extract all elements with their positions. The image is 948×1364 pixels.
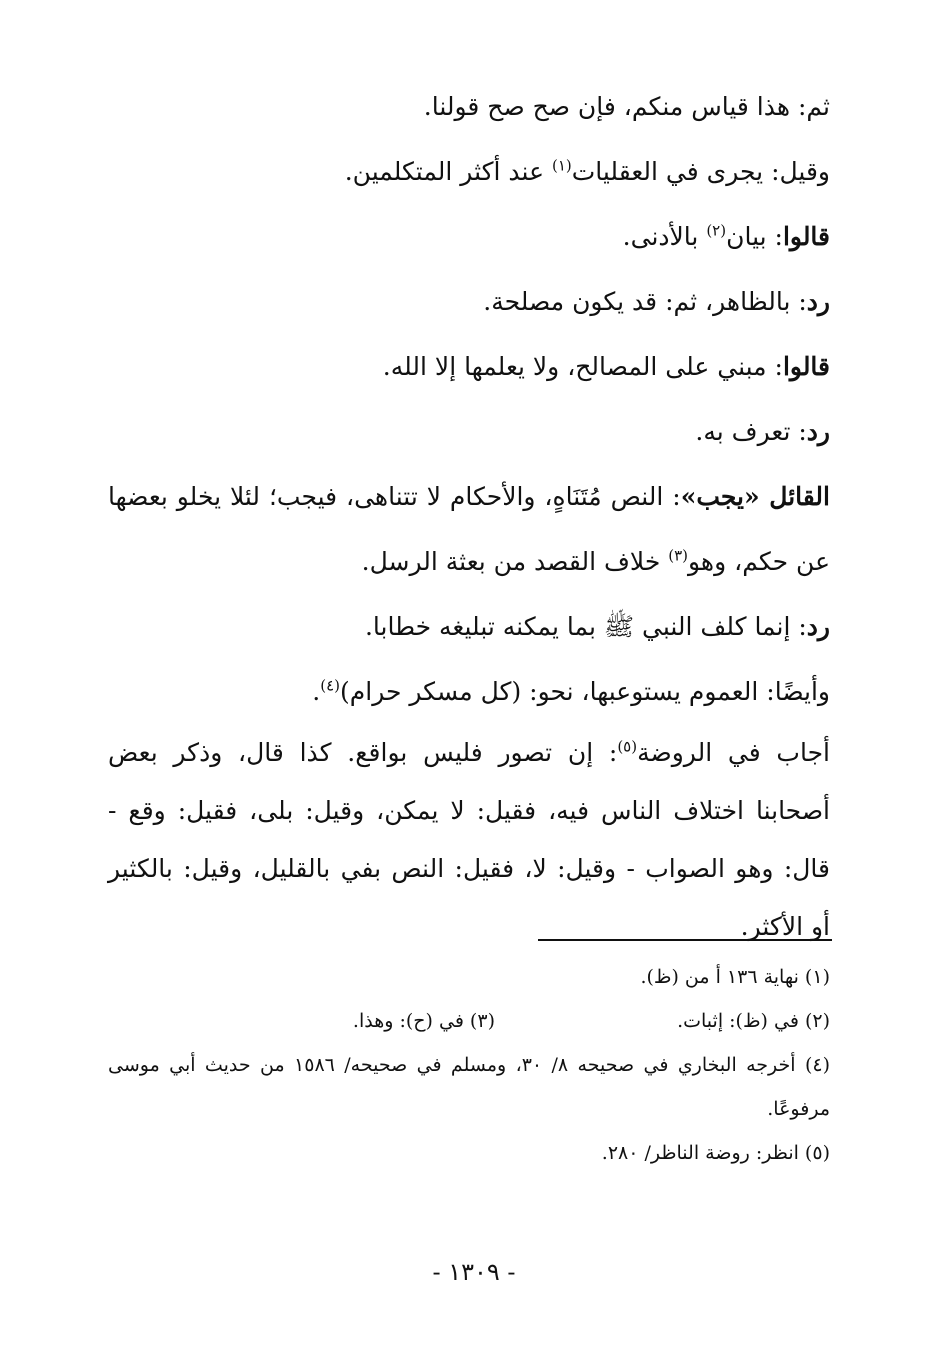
paragraph-5-lead: قالوا bbox=[782, 352, 830, 381]
footnote-1: (١) نهاية ١٣٦ أ من (ظ). bbox=[640, 966, 830, 988]
paragraph-3-text-after: بالأدنى. bbox=[622, 222, 707, 251]
paragraph-7-text-after: خلاف القصد من بعثة الرسل. bbox=[361, 547, 669, 576]
paragraph-7-text-before: : النص مُتَنَاهٍ، والأحكام لا تتناهى، فيجب؛ لئلا يخلو بعضها عن حكم، وهو bbox=[108, 482, 830, 576]
paragraph-3-lead: قالوا bbox=[782, 222, 830, 251]
paragraph-7 bbox=[108, 464, 830, 594]
paragraph-2-text-after: عند أكثر المتكلمين. bbox=[344, 157, 552, 186]
paragraph-3 bbox=[108, 204, 830, 269]
paragraph-8-text: : إنما كلف النبي ﷺ بما يمكنه تبليغه خطابا. bbox=[364, 612, 807, 641]
footnote-row-2-3 bbox=[108, 999, 830, 1043]
footnote-3: (٣) في (ح): وهذا. bbox=[352, 1010, 495, 1032]
footnote-5: (٥) انظر: روضة الناظر/ ٢٨٠. bbox=[601, 1142, 830, 1164]
paragraph-4 bbox=[108, 269, 830, 334]
footnote-ref-3: (٣) bbox=[668, 546, 689, 565]
paragraph-8 bbox=[108, 594, 830, 659]
paragraph-7-lead: القائل «يجب» bbox=[680, 482, 830, 511]
paragraph-2-text-before: وقيل: يجرى في العقليات bbox=[571, 157, 830, 186]
paragraph-5 bbox=[108, 334, 830, 399]
paragraph-4-lead: رد bbox=[806, 287, 830, 316]
paragraph-9-text-after: . bbox=[312, 677, 321, 706]
footnote-ref-4: (٤) bbox=[320, 676, 341, 695]
paragraph-9 bbox=[108, 659, 830, 724]
paragraph-8-lead: رد bbox=[806, 612, 830, 641]
footnote-4: (٤) أخرجه البخاري في صحيحه ٨/ ٣٠، ومسلم في صحيحه/ ١٥٨٦ من حديث أبي موسى مرفوعًا. bbox=[108, 1054, 830, 1120]
paragraph-6 bbox=[108, 399, 830, 464]
paragraph-6-text: : تعرف به. bbox=[695, 417, 807, 446]
paragraph-1 bbox=[108, 74, 830, 139]
footnotes bbox=[108, 955, 830, 1175]
main-text bbox=[108, 74, 830, 956]
paragraph-5-text: : مبني على المصالح، ولا يعلمها إلا الله. bbox=[382, 352, 783, 381]
paragraph-2 bbox=[108, 139, 830, 204]
paragraph-10-text-after: : إن تصور فليس بواقع. كذا قال، وذكر بعض أصحابنا اختلاف الناس فيه، فقيل: لا يمكن، وقيل: بلى، فقيل: وقع - قال: وهو الصواب - وقيل: لا، فقيل: النص بفي بالقليل، وقيل: بالكثير أو الأكثر. bbox=[108, 738, 830, 941]
paragraph-3-text-before: : بيان bbox=[726, 222, 783, 251]
paragraph-1-text: ثم: هذا قياس منكم، فإن صح صح قولنا. bbox=[423, 92, 830, 121]
page-number: - ١٣٠٩ - bbox=[432, 1258, 516, 1286]
paragraph-9-text-before: وأيضًا: العموم يستوعبها، نحو: (كل مسكر حرام) bbox=[340, 677, 830, 706]
paragraph-4-text: : بالظاهر، ثم: قد يكون مصلحة. bbox=[483, 287, 807, 316]
footnote-divider bbox=[538, 939, 832, 941]
paragraph-10 bbox=[108, 724, 830, 956]
paragraph-6-lead: رد bbox=[806, 417, 830, 446]
footnote-2: (٢) في (ظ): إثبات. bbox=[677, 1010, 830, 1032]
footnote-ref-1: (١) bbox=[551, 156, 572, 175]
footnote-ref-5: (٥) bbox=[617, 737, 638, 756]
paragraph-10-text-before: أجاب في الروضة bbox=[637, 738, 830, 767]
footnote-ref-2: (٢) bbox=[706, 221, 727, 240]
